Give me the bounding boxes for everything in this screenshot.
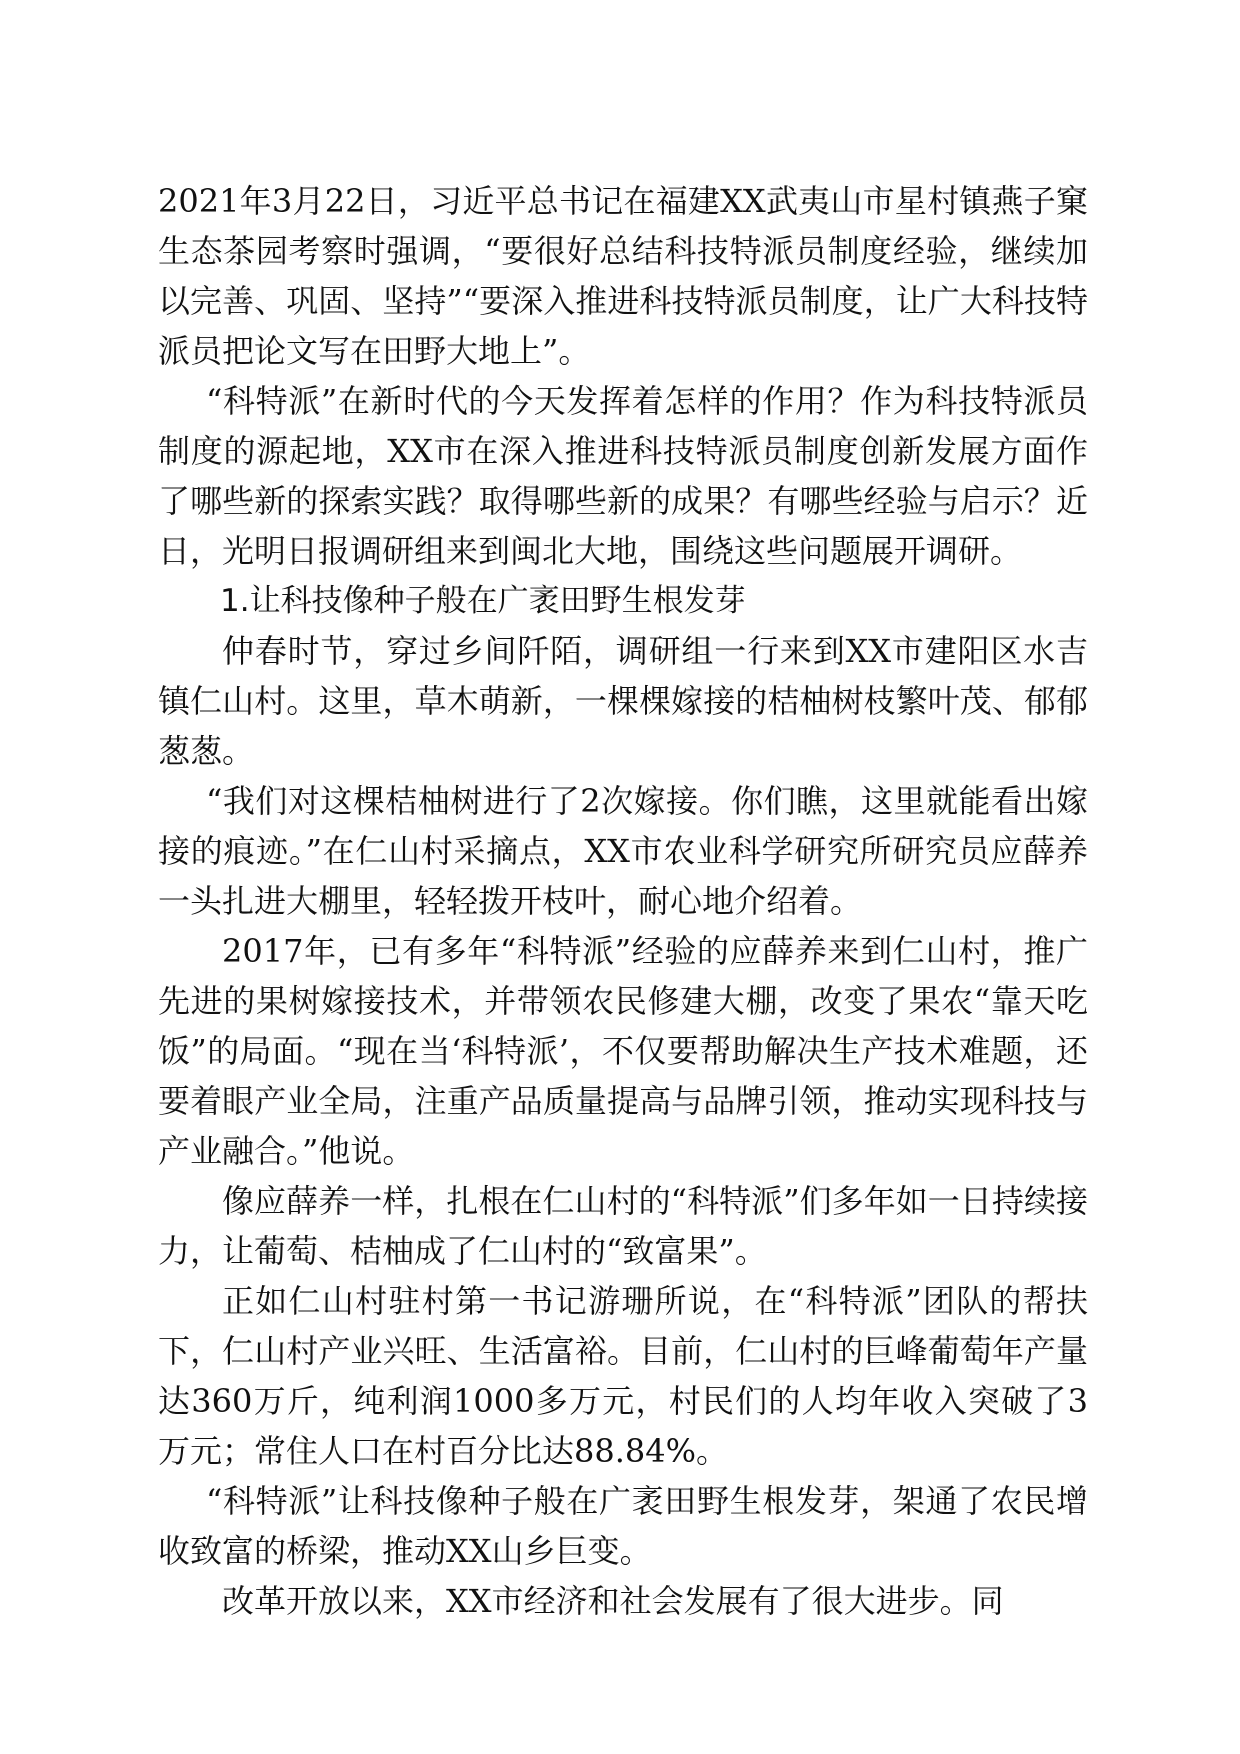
- paragraph-intro: 2021年3月22日，习近平总书记在福建XX武夷山市星村镇燕子窠生态茶园考察时强调，“要很好总结科技特派员制度经验，继续加以完善、巩固、坚持”“要深入推进科技特派员制度，让广大科技特派员把论文写在田野大地上”。: [158, 182, 1088, 370]
- paragraph-village-visit: 仲春时节，穿过乡间阡陌，调研组一行来到XX市建阳区水吉镇仁山村。这里，草木萌新，一棵棵嫁接的桔柚树枝繁叶茂、郁郁葱葱。: [158, 632, 1088, 770]
- section-heading: 1.让科技像种子般在广袤田野生根发芽: [220, 583, 746, 619]
- paragraph-questions: “科特派”在新时代的今天发挥着怎样的作用？作为科技特派员制度的源起地，XX市在深入推进科技特派员制度创新发展方面作了哪些新的探索实践？取得哪些新的成果？有哪些经验与启示？近日，光明日报调研组来到闽北大地，围绕这些问题展开调研。: [158, 382, 1088, 570]
- paragraph-summary: “科特派”让科技像种子般在广袤田野生根发芽，架通了农民增收致富的桥梁，推动XX山乡巨变。: [158, 1482, 1088, 1570]
- paragraph-relay: 像应薛养一样，扎根在仁山村的“科特派”们多年如一日持续接力，让葡萄、桔柚成了仁山村的“致富果”。: [158, 1182, 1088, 1270]
- paragraph-2017: 2017年，已有多年“科特派”经验的应薛养来到仁山村，推广先进的果树嫁接技术，并带领农民修建大棚，改变了果农“靠天吃饭”的局面。“现在当‘科特派’，不仅要帮助解决生产技术难题，还要着眼产业全局，注重产品质量提高与品牌引领，推动实现科技与产业融合。”他说。: [158, 932, 1088, 1170]
- paragraph-reform: 改革开放以来，XX市经济和社会发展有了很大进步。同: [222, 1582, 1004, 1620]
- document-body: [158, 176, 1088, 1626]
- paragraph-grafting-quote: “我们对这棵桔柚树进行了2次嫁接。你们瞧，这里就能看出嫁接的痕迹。”在仁山村采摘点，XX市农业科学研究所研究员应薛养一头扎进大棚里，轻轻拨开枝叶，耐心地介绍着。: [158, 782, 1088, 920]
- paragraph-results: 正如仁山村驻村第一书记游珊所说，在“科特派”团队的帮扶下，仁山村产业兴旺、生活富裕。目前，仁山村的巨峰葡萄年产量达360万斤，纯利润1000多万元，村民们的人均年收入突破了3万元；常住人口在村百分比达88.84%。: [158, 1282, 1088, 1470]
